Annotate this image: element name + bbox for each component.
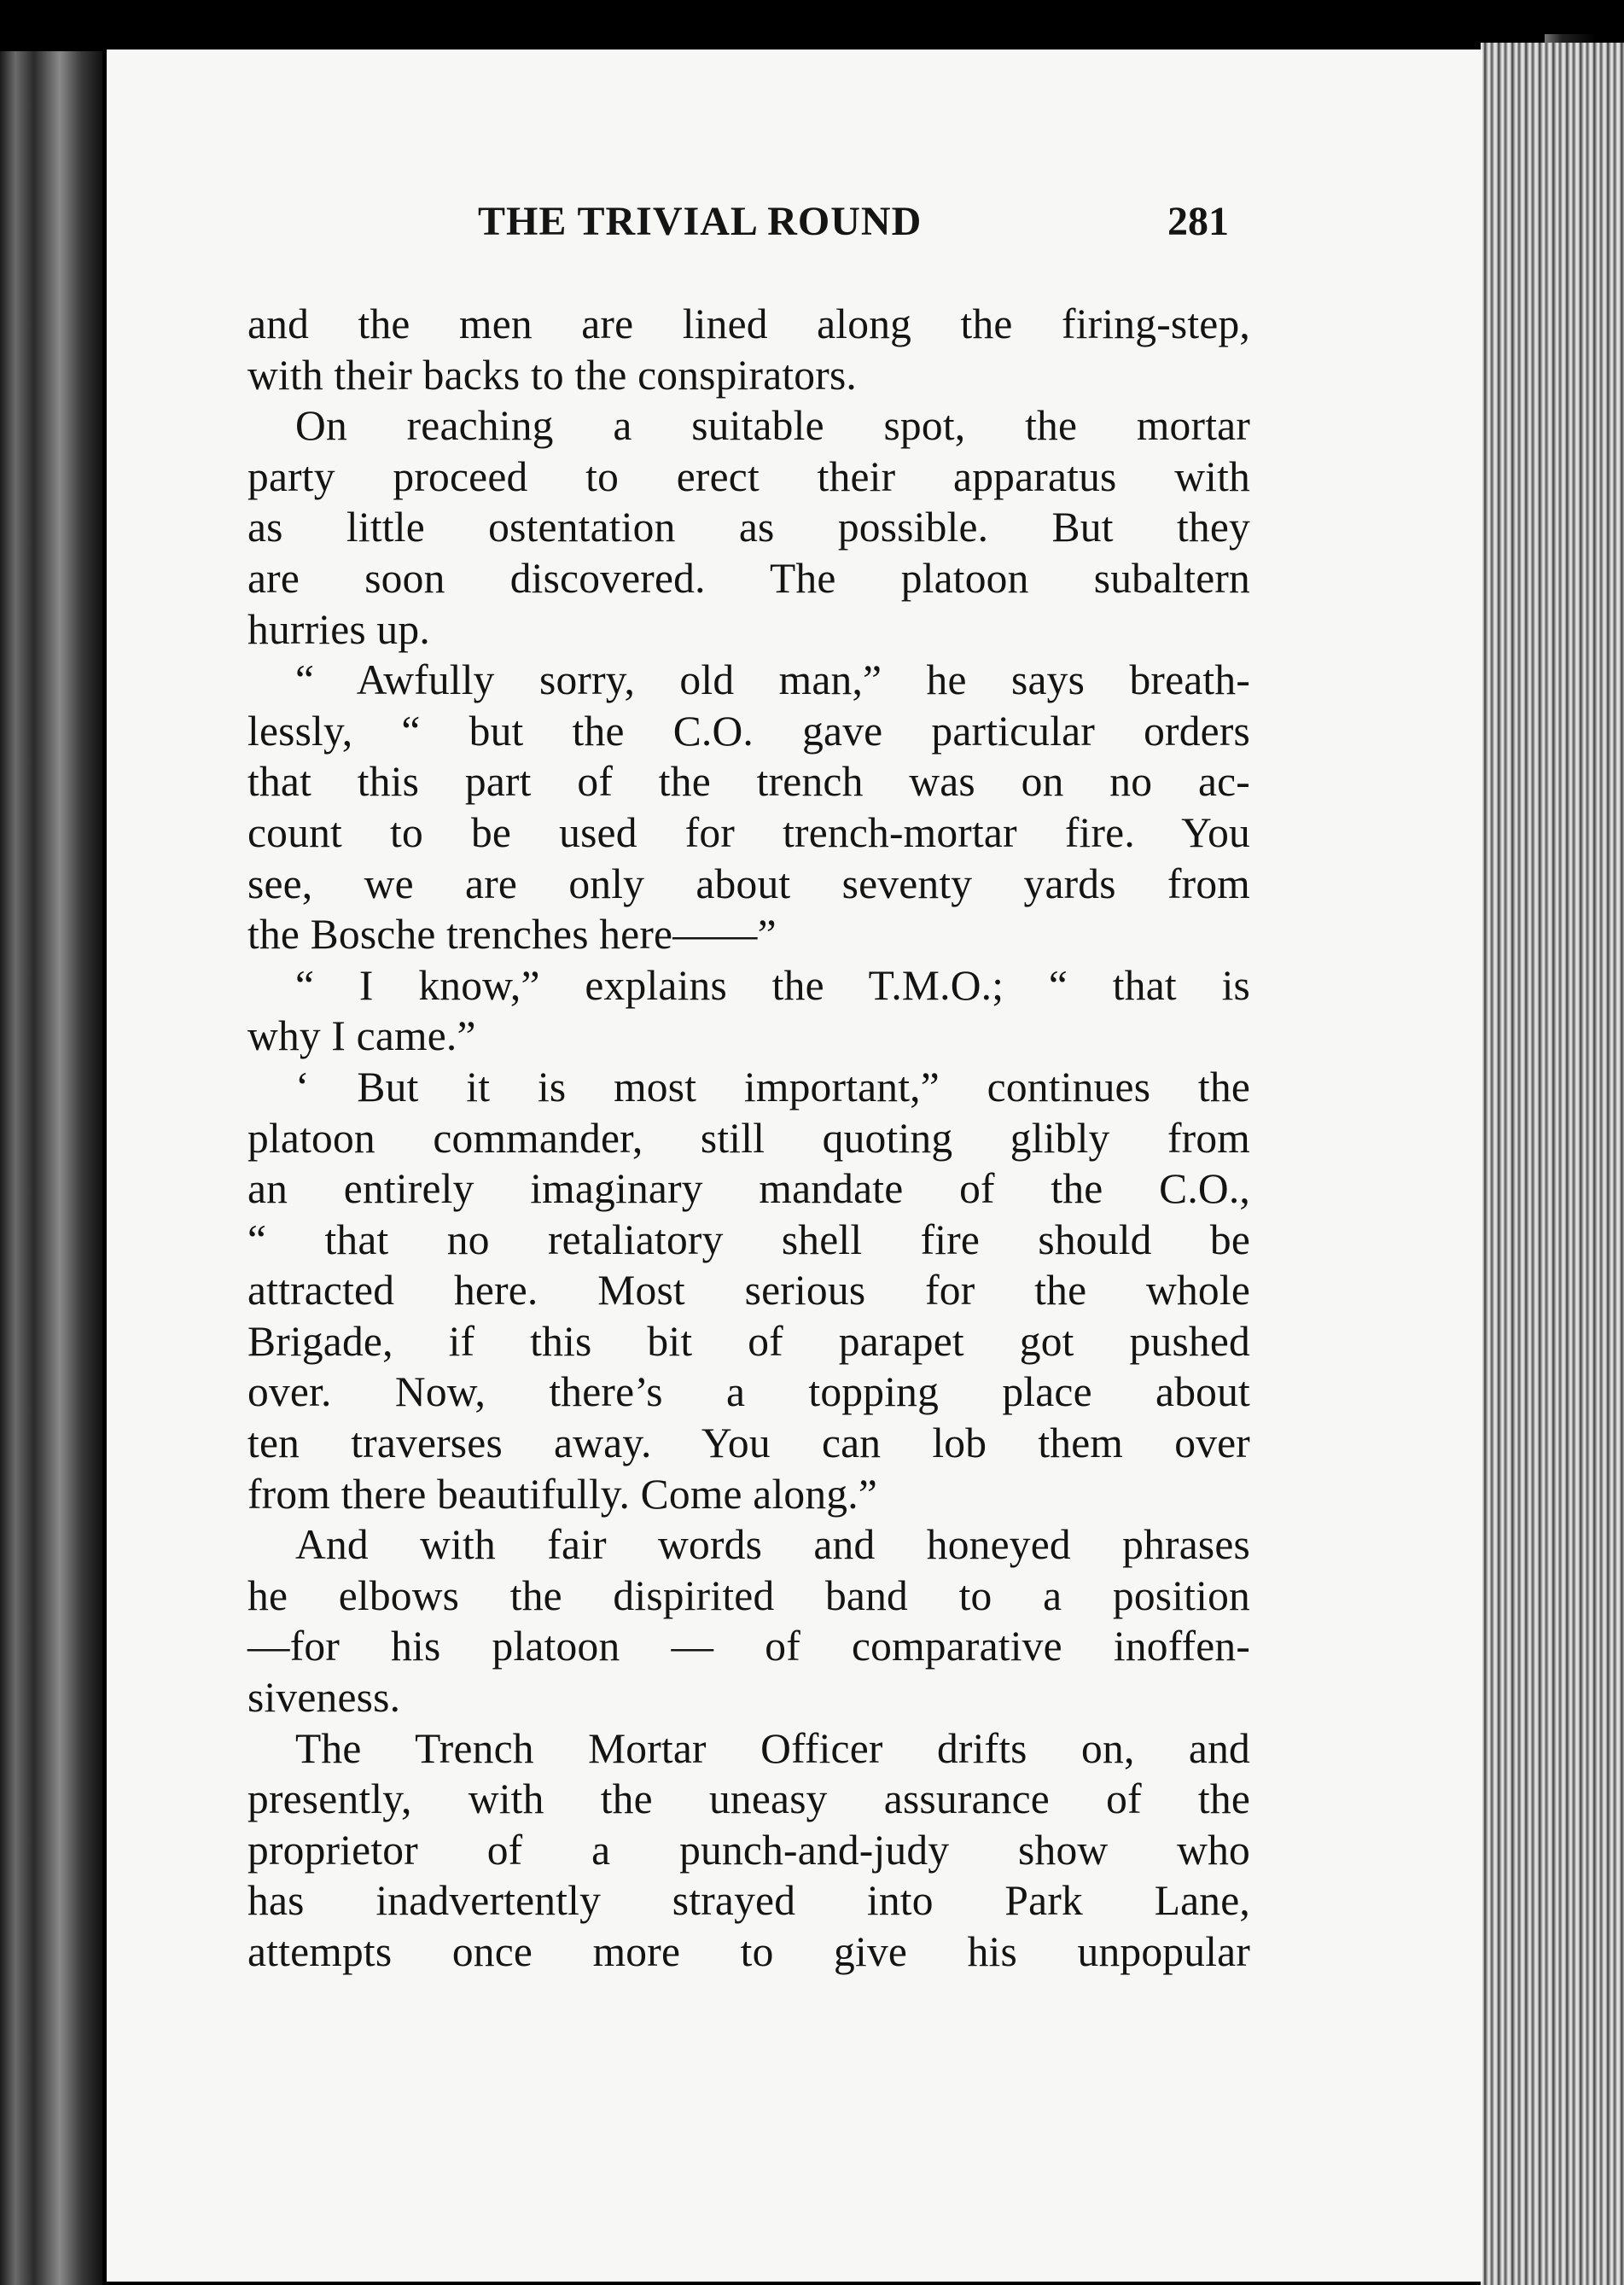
page-header xyxy=(478,198,1246,258)
text-line: why I came.” xyxy=(247,1012,476,1060)
text-line: hurries up. xyxy=(247,605,430,653)
book-page-edges xyxy=(1481,43,1624,2285)
text-line: proprietor of a punch-and-judy show who xyxy=(247,1826,1250,1874)
text-line: attracted here. Most serious for the whole xyxy=(247,1267,1250,1314)
text-line: ten traverses away. You can lob them over xyxy=(247,1419,1250,1467)
text-line: On reaching a suitable spot, the mortar xyxy=(295,402,1250,450)
text-line: lessly, “ but the C.O. gave particular orders xyxy=(247,707,1250,755)
text-line: attempts once more to give his unpopular xyxy=(247,1928,1250,1975)
text-line: count to be used for trench-mortar fire. You xyxy=(247,808,1250,856)
text-line: “ I know,” explains the T.M.O.; “ that is xyxy=(295,961,1250,1009)
text-line: has inadvertently strayed into Park Lane, xyxy=(247,1877,1250,1925)
text-line: the Bosche trenches here——” xyxy=(247,911,777,959)
text-line: The Trench Mortar Officer drifts on, and xyxy=(295,1724,1250,1772)
text-line: party proceed to erect their apparatus with xyxy=(247,452,1250,500)
text-line: presently, with the uneasy assurance of the xyxy=(247,1775,1250,1823)
text-line: “ Awfully sorry, old man,” he says breath- xyxy=(295,656,1250,704)
text-line: over. Now, there’s a topping place about xyxy=(247,1368,1250,1416)
text-line: with their backs to the conspirators. xyxy=(247,351,857,399)
text-line: siveness. xyxy=(247,1674,401,1722)
text-line: ‘ But it is most important,” continues the xyxy=(295,1063,1250,1110)
text-line: are soon discovered. The platoon subaltern xyxy=(247,554,1250,602)
text-line: from there beautifully. Come along.” xyxy=(247,1470,878,1518)
text-line: as little ostentation as possible. But they xyxy=(247,504,1250,551)
text-line: platoon commander, still quoting glibly from xyxy=(247,1114,1250,1162)
text-line: he elbows the dispirited band to a position xyxy=(247,1571,1250,1619)
page-number: 281 xyxy=(1167,199,1229,244)
body-text xyxy=(247,299,1250,1978)
running-head: THE TRIVIAL ROUND xyxy=(478,199,923,244)
text-line: And with fair words and honeyed phrases xyxy=(295,1521,1250,1569)
book-left-edge xyxy=(0,51,102,2285)
text-line: that this part of the trench was on no ac- xyxy=(247,758,1250,806)
text-line: an entirely imaginary mandate of the C.O., xyxy=(247,1165,1250,1213)
text-line: and the men are lined along the firing-step, xyxy=(247,300,1250,347)
text-line: Brigade, if this bit of parapet got pushed xyxy=(247,1317,1250,1365)
text-line: see, we are only about seventy yards from xyxy=(247,860,1250,907)
text-line: —for his platoon — of comparative inoffen- xyxy=(247,1623,1250,1670)
text-line: “ that no retaliatory shell fire should be xyxy=(247,1215,1250,1263)
